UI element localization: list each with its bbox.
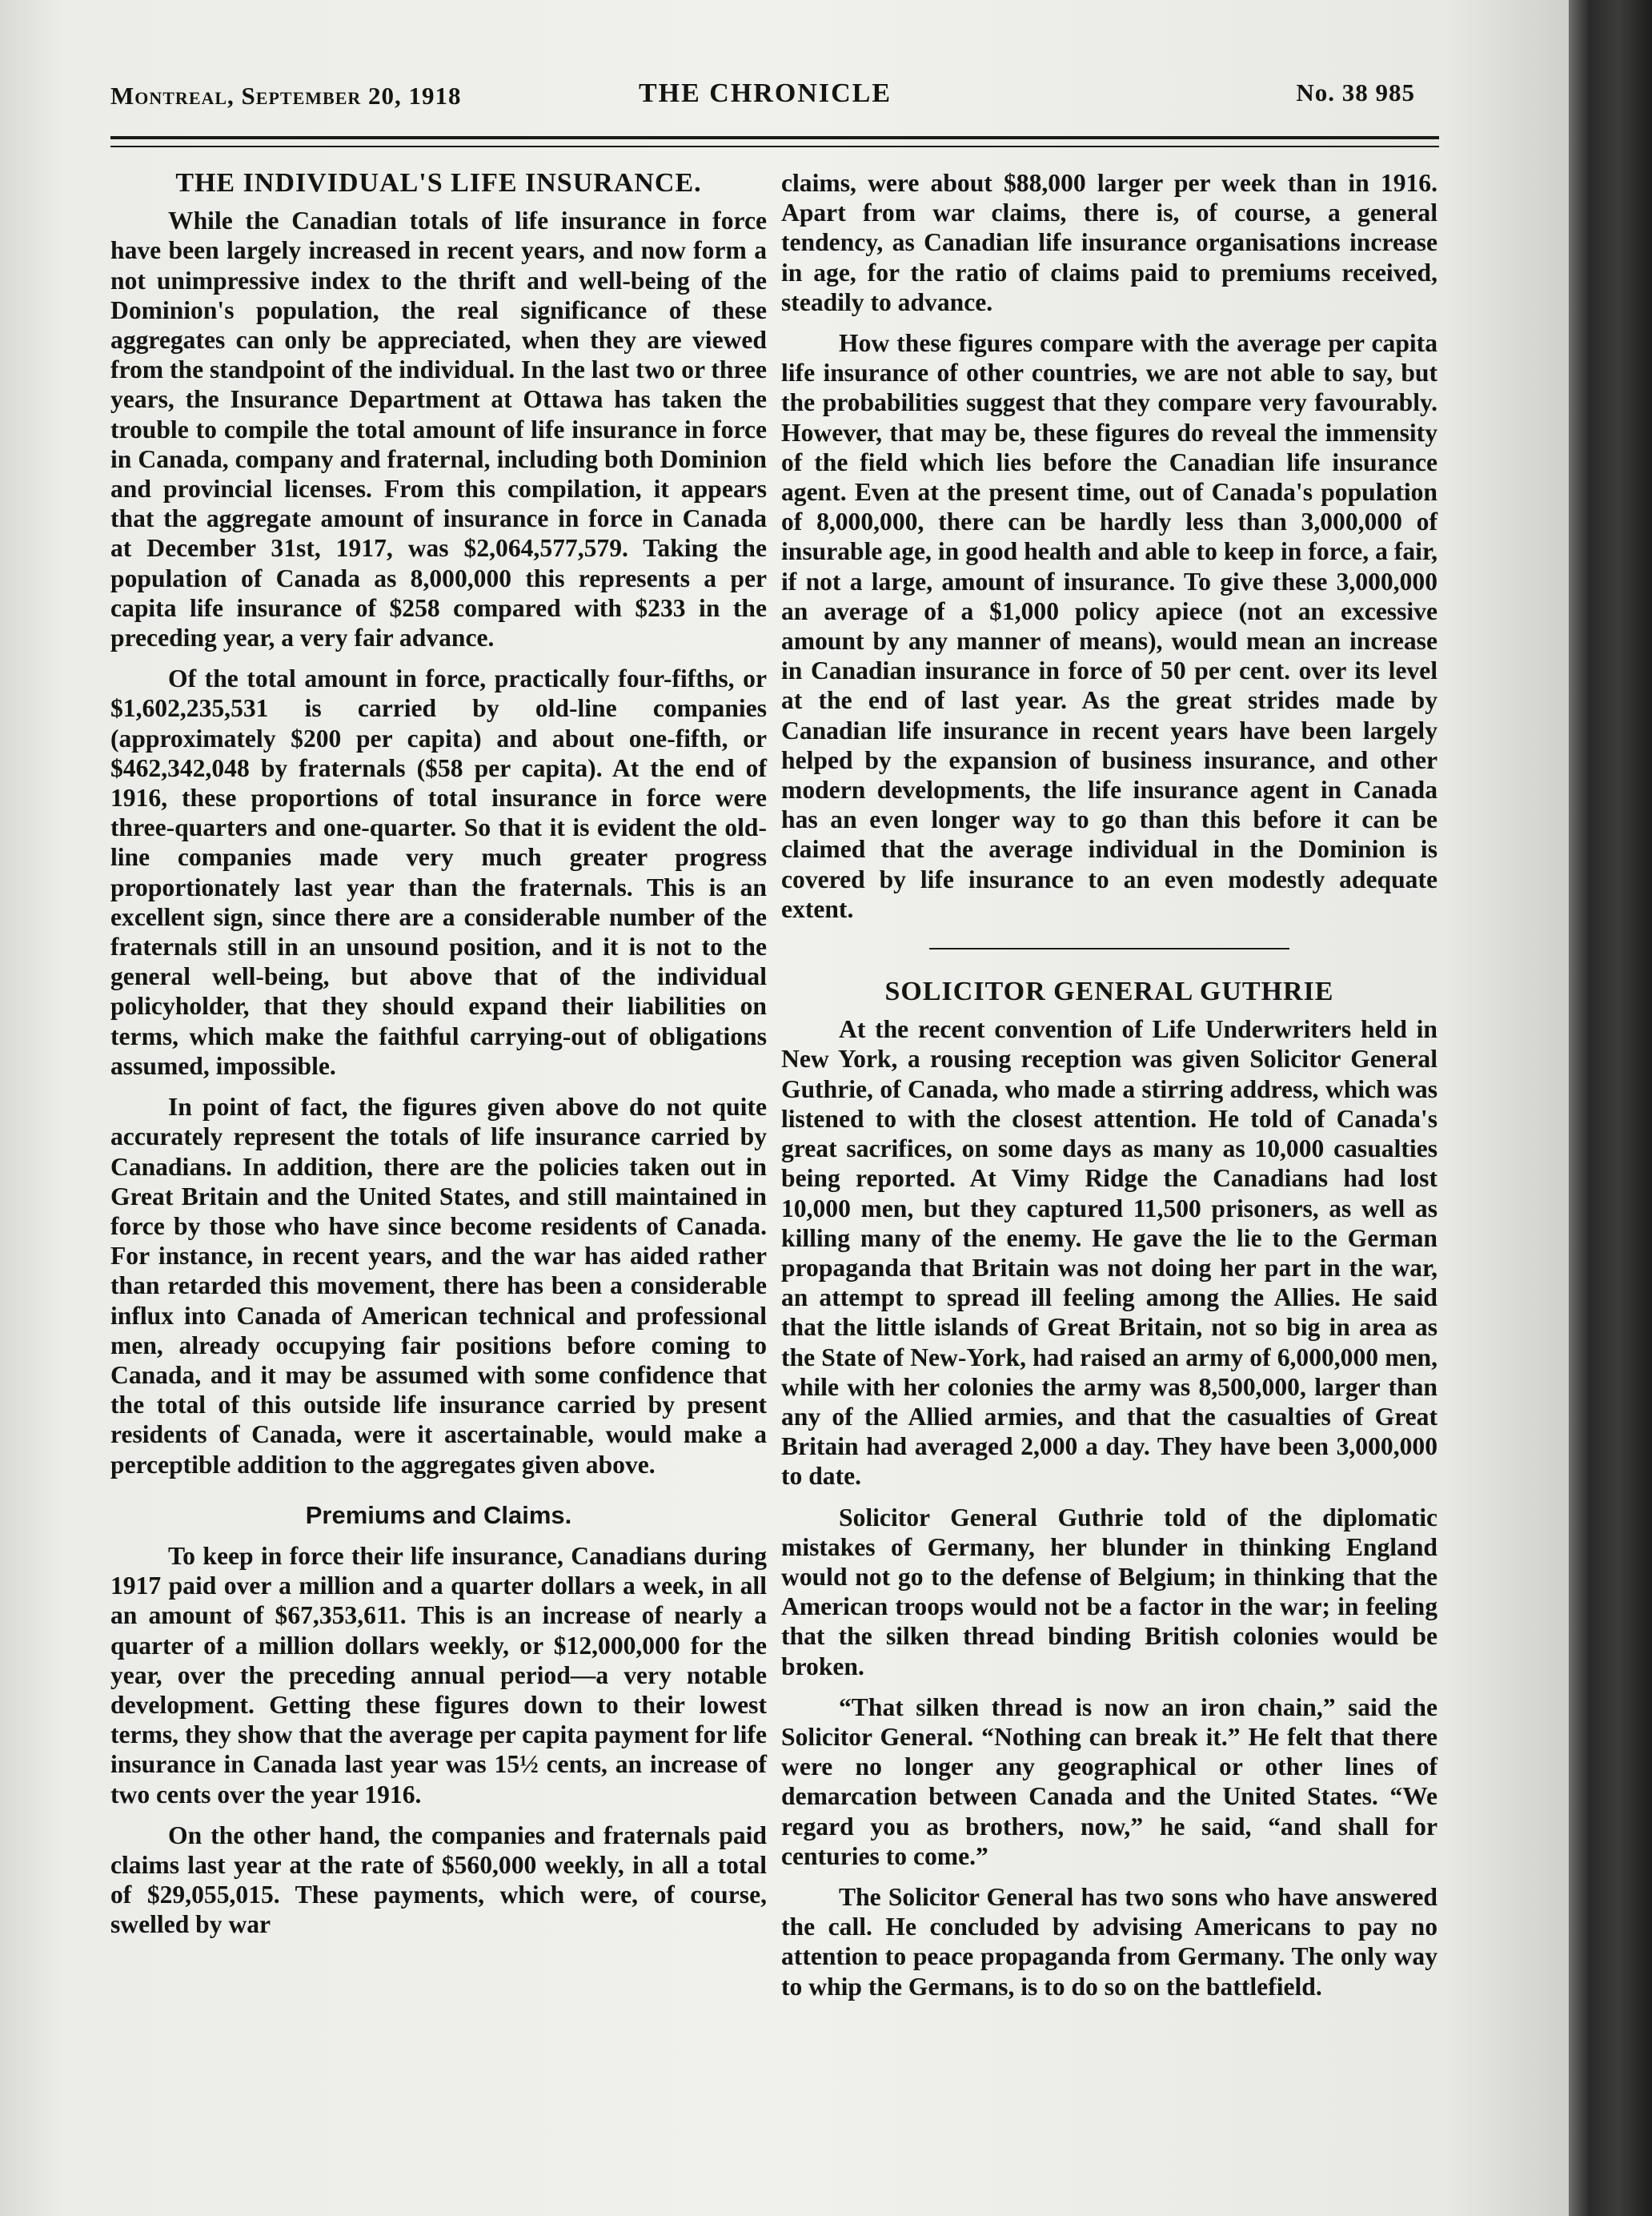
header-dateline: Montreal, September 20, 1918 (110, 82, 462, 110)
article-paragraph: While the Canadian totals of life insurance in force have been largely increased in recent years, and now form a not unimpressive index to the thrift and well-being of the Dominion's population, the real significance of these aggregates can only be appreciated, when they are viewed from the standpoint of the individual. In the last two or three years, the Insurance Department at Ottawa has taken the trouble to compile the total amount of life insurance in force in Canada, company and fraternal, including both Dominion and provincial licenses. From this compilation, it appears that the aggregate amount of insurance in force in Canada at December 31st, 1917, was $2,064,577,579. Taking the population of Canada as 8,000,000 this represents a per capita life insurance of $258 compared with $233 in the preceding year, a very fair advance. (110, 207, 767, 652)
left-column (110, 168, 767, 1940)
article-paragraph: To keep in force their life insurance, Canadians during 1917 paid over a million and a quarter dollars a week, in all an amount of $67,353,611. This is an increase of nearly a quarter of a million dollars weekly, or $12,000,000 for the year, over the preceding annual period—a very notable development. Getting these figures down to their lowest terms, they show that the average per capita payment for life insurance in Canada last year was 15½ cents, an increase of two cents over the year 1916. (110, 1541, 767, 1809)
article-separator-rule (929, 948, 1289, 949)
article-paragraph: Solicitor General Guthrie told of the diplomatic mistakes of Germany, her blunder in thinking England would not go to the defense of Belgium; in thinking that the American troops would not be a factor in the war; in feeling that the silken thread binding British colonies would be broken. (781, 1503, 1437, 1680)
article-paragraph-continued: claims, were about $88,000 larger per week than in 1916. Apart from war claims, there is, of course, a general tendency, as Canadian life insurance organisations increase in age, for the ratio of claims paid to premiums received, steadily to advance. (781, 169, 1437, 316)
article-paragraph: At the recent convention of Life Underwriters held in New York, a rousing reception was given Solicitor General Guthrie, of Canada, who made a stirring address, which was listened to with the closest attention. He told of Canada's great sacrifices, on some days as many as 10,000 casualties being reported. At Vimy Ridge the Canadians had lost 10,000 men, but they captured 11,500 prisoners, as well as killing many of the enemy. He gave the lie to the German propaganda that Britain was not doing her part in the war, an attempt to spread ill feeling among the Allies. He said that the little islands of Great Britain, not so big in area as the State of New-York, had raised an army of 6,000,000 men, while with her colonies the army was 8,500,000, larger than any of the Allied armies, and that the casualties of Great Britain had averaged 2,000 a day. They have been 3,000,000 to date. (781, 1015, 1437, 1491)
article-paragraph: How these figures compare with the average per capita life insurance of other countries, we are not able to say, but the probabilities suggest that they compare very favourably. However, that may be, these figures do reveal the immensity of the field which lies before the Canadian life insurance agent. Even at the present time, out of Canada's population of 8,000,000, there can be hardly less than 3,000,000 of insurable age, in good health and able to keep in force, a fair, if not a large, amount of insurance. To give these 3,000,000 an average of a $1,000 policy apiece (not an excessive amount by any manner of means), would mean an increase in Canadian insurance in force of 50 per cent. over its level at the end of last year. As the great strides made by Canadian life insurance in recent years have been largely helped by the expansion of business insurance, and other modern developments, the life insurance agent in Canada has an even longer way to go than this before it can be claimed that the average individual in the Dominion is covered by life insurance to an even modestly adequate extent. (781, 329, 1437, 923)
subheading-premiums-claims: Premiums and Claims. (305, 1500, 572, 1529)
article-paragraph: “That silken thread is now an iron chain,” said the Solicitor General. “Nothing can break it.” He felt that there were no longer any geographical or other lines of demarcation between Canada and the United States. “We regard you as brothers, now,” he said, “and shall for centuries to come.” (781, 1692, 1437, 1870)
header-rule-thick (110, 136, 1439, 139)
book-binding-edge (1569, 0, 1652, 2216)
article-title-solicitor-general: SOLICITOR GENERAL GUTHRIE (884, 977, 1334, 1007)
article-paragraph: The Solicitor General has two sons who have answered the call. He concluded by advising Americans to pay no attention to peace propaganda from Germany. The only way to whip the Germans, is to do so on the battlefield. (781, 1882, 1437, 2001)
article-paragraph: Of the total amount in force, practically four-fifths, or $1,602,235,531 is carried by old-line companies (approximately $200 per capita) and about one-fifth, or $462,342,048 by fraternals ($58 per capita). At the end of 1916, these proportions of total insurance in force were three-quarters and one-quarter. So that it is evident the old-line companies made very much greater progress proportionately last year than the fraternals. This is an excellent sign, since there are a considerable number of the fraternals still in an unsound position, and it is not to the general well-being, but above that of the individual policyholder, that they should expand their liabilities on terms, which make the faithful carrying-out of obligations assumed, impossible. (110, 664, 767, 1080)
article-title-life-insurance: THE INDIVIDUAL'S LIFE INSURANCE. (175, 168, 702, 198)
page-header (110, 70, 1415, 118)
header-rule-thin (110, 146, 1439, 147)
header-publication-title: THE CHRONICLE (639, 78, 892, 108)
header-issue-page-number: No. 38 985 (1296, 78, 1415, 106)
article-paragraph: On the other hand, the companies and fraternals paid claims last year at the rate of $560,000 weekly, in all a total of $29,055,015. These payments, which were, of course, swelled by war (110, 1821, 767, 1939)
right-column (781, 168, 1437, 2001)
article-paragraph: In point of fact, the figures given above do not quite accurately represent the totals of life insurance carried by Canadians. In addition, there are the policies taken out in Great Britain and the United States, and still maintained in force by those who have since become residents of Canada. For instance, in recent years, and the war has aided rather than retarded this movement, there has been a considerable influx into Canada of American technical and professional men, already occupying fair positions before coming to Canada, and it may be assumed with some confidence that the total of this outside life insurance carried by present residents of Canada, were it ascertainable, would make a perceptible addition to the aggregates given above. (110, 1093, 767, 1479)
